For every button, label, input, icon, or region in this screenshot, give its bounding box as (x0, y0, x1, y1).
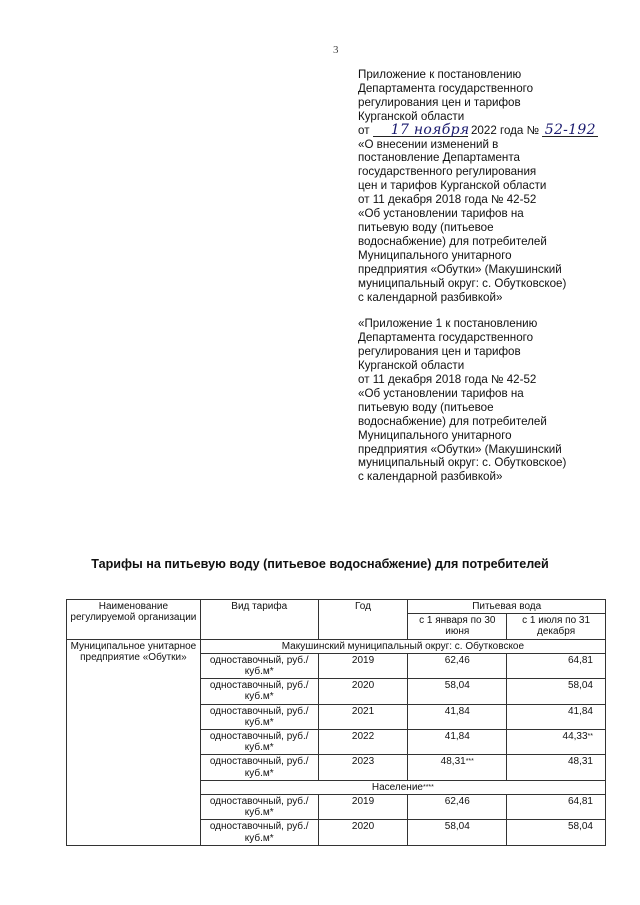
value-h2: 64,81 (507, 795, 606, 820)
section-title: Макушинский муниципальный округ: с. Обутковское (200, 639, 605, 653)
value-h2: 41,84 (507, 704, 606, 729)
value-h1 (408, 755, 507, 780)
header-water: Питьевая вода (408, 600, 606, 614)
tariff-type: одноставочный, руб./куб.м* (200, 795, 318, 820)
appendix-line: «Об установлении тарифов на (358, 386, 524, 400)
organization-cell: Муниципальное унитарное предприятие «Обутки» (67, 639, 201, 845)
year: 2022 (318, 730, 408, 755)
about-line: питьевую воду (питьевое (358, 220, 494, 234)
year: 2023 (318, 755, 408, 780)
appendix-line: Департамента государственного (358, 331, 534, 345)
tariff-type: одноставочный, руб./куб.м* (200, 730, 318, 755)
header-period-1: с 1 января по 30 июня (408, 614, 507, 639)
year: 2021 (318, 704, 408, 729)
year: 2020 (318, 820, 408, 845)
header-line: Департамента государственного (358, 81, 534, 95)
appendix-line: Курганской области (358, 359, 465, 373)
value-h2: 58,04 (507, 679, 606, 704)
value-h1: 62,46 (408, 795, 507, 820)
tariff-table (66, 599, 606, 846)
footnote-mark: **** (422, 783, 434, 791)
value-h1: 41,84 (408, 704, 507, 729)
year: 2019 (318, 795, 408, 820)
appendix-block (358, 317, 618, 484)
about-line: от 11 декабря 2018 года № 42-52 (358, 193, 537, 207)
value-h2: 64,81 (507, 653, 606, 678)
header-line: Курганской области (358, 109, 465, 123)
tariff-type: одноставочный, руб./куб.м* (200, 653, 318, 678)
appendix-line: муниципальный округ: с. Обутковское) (358, 456, 567, 470)
section-label: Население (371, 781, 423, 793)
page-number: 3 (333, 44, 339, 56)
header-tariff-type: Вид тарифа (200, 600, 318, 640)
appendix-line: «Приложение 1 к постановлению (358, 317, 538, 331)
date-suffix: 2022 года № (470, 123, 540, 137)
about-block (358, 138, 618, 305)
handwritten-number: 52-192 (542, 124, 598, 137)
header-year: Год (318, 600, 408, 640)
about-line: «О внесении изменений в (358, 137, 499, 151)
value-number: 48,31 (440, 756, 466, 768)
section-row (67, 639, 606, 653)
value-h1: 58,04 (408, 820, 507, 845)
about-line: предприятия «Обутки» (Макушинский (358, 262, 562, 276)
tariff-type: одноставочный, руб./куб.м* (200, 704, 318, 729)
about-line: с календарной разбивкой» (358, 290, 503, 304)
appendix-line: Муниципального унитарного (358, 428, 512, 442)
year: 2019 (318, 653, 408, 678)
about-line: Муниципального унитарного (358, 248, 512, 262)
footnote-mark: ** (587, 733, 593, 741)
about-line: государственного регулирования (358, 165, 537, 179)
year: 2020 (318, 679, 408, 704)
header-line: регулирования цен и тарифов (358, 95, 521, 109)
appendix-line: с календарной разбивкой» (358, 470, 503, 484)
appendix-line: предприятия «Обутки» (Макушинский (358, 442, 562, 456)
date-line (358, 121, 618, 138)
section-title (200, 780, 605, 794)
header-intro (358, 68, 618, 138)
value-h1: 41,84 (408, 730, 507, 755)
header-block (358, 68, 618, 484)
value-h2: 58,04 (507, 820, 606, 845)
document-title: Тарифы на питьевую воду (питьевое водоснабжение) для потребителей (91, 557, 549, 571)
value-h2 (507, 730, 606, 755)
value-h2: 48,31 (507, 755, 606, 780)
table-header-row (67, 600, 606, 614)
handwritten-date: 17 ноября (373, 124, 468, 137)
header-org: Наименование регулируемой организации (67, 600, 201, 640)
tariff-type: одноставочный, руб./куб.м* (200, 679, 318, 704)
tariff-type: одноставочный, руб./куб.м* (200, 755, 318, 780)
value-h1: 62,46 (408, 653, 507, 678)
footnote-mark: *** (465, 758, 474, 766)
header-line: Приложение к постановлению (358, 68, 522, 81)
about-line: водоснабжение) для потребителей (358, 234, 547, 248)
header-period-2: с 1 июля по 31 декабря (507, 614, 606, 639)
about-line: «Об установлении тарифов на (358, 207, 524, 221)
value-number: 44,33 (562, 731, 588, 743)
appendix-line: от 11 декабря 2018 года № 42-52 (358, 373, 537, 387)
date-prefix: от (358, 123, 370, 137)
appendix-line: регулирования цен и тарифов (358, 345, 521, 359)
tariff-type: одноставочный, руб./куб.м* (200, 820, 318, 845)
value-h1: 58,04 (408, 679, 507, 704)
appendix-line: водоснабжение) для потребителей (358, 414, 547, 428)
about-line: муниципальный округ: с. Обутковское) (358, 276, 567, 290)
about-line: постановление Департамента (358, 151, 520, 165)
about-line: цен и тарифов Курганской области (358, 179, 547, 193)
appendix-line: питьевую воду (питьевое (358, 400, 494, 414)
